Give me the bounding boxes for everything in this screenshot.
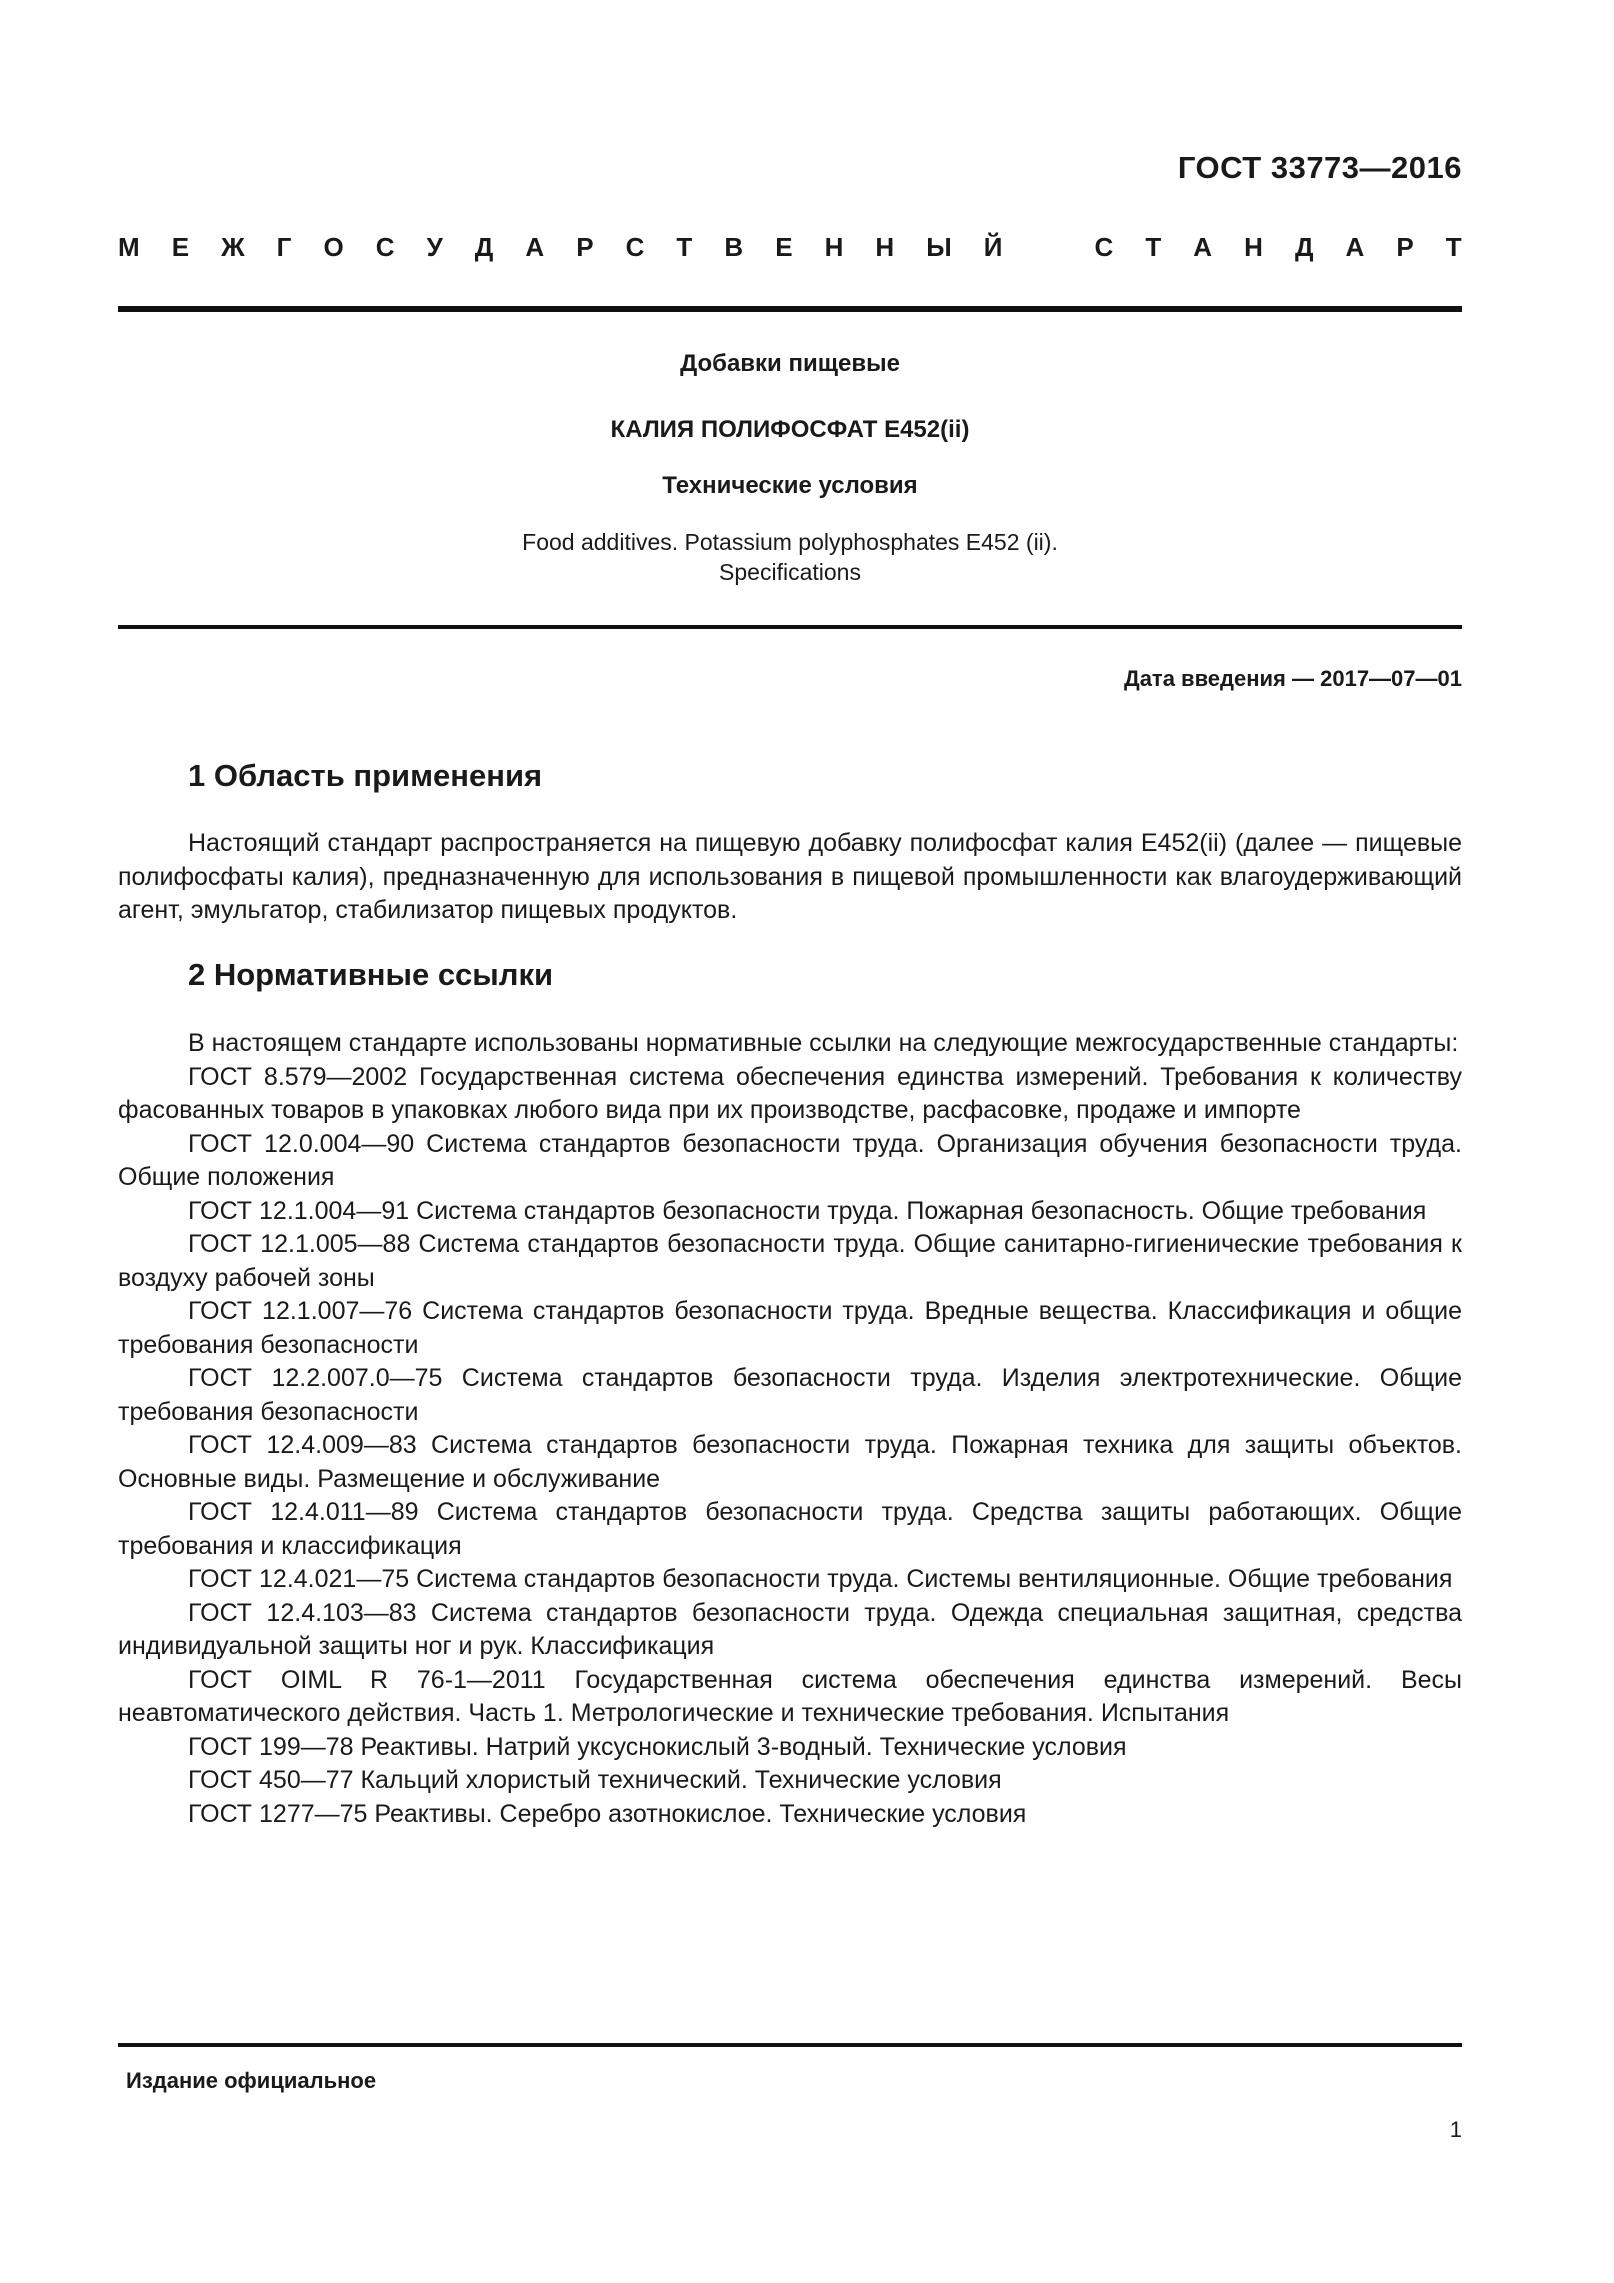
- section-heading: 1 Область применения: [188, 758, 543, 793]
- product-title: КАЛИЯ ПОЛИФОСФАТ Е452(ii): [610, 416, 970, 443]
- standard-type-letter: Ы: [926, 232, 952, 262]
- reference-item: ГОСТ 12.4.011—89 Система стандартов безопасности труда. Средства защиты работающих. Общие требования и классификация: [118, 1498, 1462, 1560]
- english-title: [118, 527, 1462, 587]
- standard-type-letter: Р: [1396, 232, 1414, 262]
- reference-item: ГОСТ OIML R 76-1—2011 Государственная система обеспечения единства измерений. Весы неавтоматического действия. Часть 1. Метрологические и технические требования. Испытания: [118, 1665, 1462, 1727]
- reference-item: ГОСТ 450—77 Кальций хлористый технический. Технические условия: [188, 1766, 1002, 1794]
- standard-type-letter: А: [525, 232, 545, 262]
- standard-type-letter: В: [724, 232, 744, 262]
- title-divider: [118, 625, 1462, 629]
- english-title-line: Specifications: [719, 559, 861, 585]
- standard-type-letter: Й: [983, 232, 1003, 262]
- section-heading: 2 Нормативные ссылки: [188, 957, 554, 992]
- standard-type-letter: Ж: [221, 232, 245, 262]
- header-divider: [118, 306, 1462, 312]
- standard-type-letter: У: [426, 232, 443, 262]
- reference-item: ГОСТ 12.0.004—90 Система стандартов безопасности труда. Организация обучения безопасности труда. Общие положения: [118, 1129, 1462, 1191]
- page-number: 1: [1449, 2117, 1462, 2142]
- standard-type-letter: А: [1345, 232, 1365, 262]
- standard-type-letter: Д: [1294, 232, 1314, 262]
- standard-type-letter: Г: [276, 232, 292, 262]
- standard-type-letter: Н: [875, 232, 895, 262]
- standard-type-letter: Н: [1244, 232, 1263, 262]
- document-number: ГОСТ 33773—2016: [1177, 150, 1462, 185]
- standard-type-letter: Т: [676, 232, 693, 262]
- standard-type-letter: С: [1094, 232, 1114, 262]
- standard-type-letter: Е: [171, 232, 190, 262]
- reference-item: ГОСТ 12.1.007—76 Система стандартов безопасности труда. Вредные вещества. Классификация и общие требования безопасности: [118, 1297, 1462, 1359]
- section-body: [118, 827, 1462, 928]
- reference-item: ГОСТ 12.4.103—83 Система стандартов безопасности труда. Одежда специальная защитная, средства индивидуальной защиты ног и рук. Классификация: [118, 1598, 1462, 1660]
- standard-type-letter: Т: [1445, 232, 1462, 262]
- standard-type-letter: Т: [1145, 232, 1162, 262]
- footer-divider: [118, 2043, 1462, 2047]
- reference-item: ГОСТ 1277—75 Реактивы. Серебро азотнокислое. Технические условия: [188, 1799, 1027, 1828]
- document-page: [118, 0, 1462, 2283]
- product-category: Добавки пищевые: [680, 350, 900, 377]
- standard-type-letter: О: [323, 232, 344, 262]
- reference-item: ГОСТ 12.4.021—75 Система стандартов безопасности труда. Системы вентиляционные. Общие требования: [188, 1565, 1453, 1593]
- reference-item: ГОСТ 199—78 Реактивы. Натрий уксуснокислый 3-водный. Технические условия: [188, 1732, 1127, 1761]
- standard-type-letter: М: [118, 232, 140, 262]
- edition-label: Издание официальное: [126, 2068, 377, 2093]
- reference-item: ГОСТ 8.579—2002 Государственная система обеспечения единства измерений. Требования к количеству фасованных товаров в упаковках любого вида при их производстве, расфасовке, продаже и импорте: [118, 1062, 1462, 1124]
- word-gap: [1034, 232, 1062, 263]
- english-title-line: Food additives. Potassium polyphosphates E452 (ii).: [522, 529, 1058, 555]
- standard-type-letter: Р: [576, 232, 594, 262]
- document-kind: Технические условия: [662, 472, 918, 499]
- standard-type-letter: А: [1193, 232, 1213, 262]
- standard-type-line: [118, 232, 1462, 263]
- reference-item: ГОСТ 12.2.007.0—75 Система стандартов безопасности труда. Изделия электротехнические. Общие требования безопасности: [118, 1364, 1462, 1426]
- standard-type-letter: С: [375, 232, 395, 262]
- standard-type-letter: С: [625, 232, 645, 262]
- reference-item: ГОСТ 12.1.005—88 Система стандартов безопасности труда. Общие санитарно-гигиенические требования к воздуху рабочей зоны: [118, 1230, 1462, 1292]
- standard-type-letter: Н: [824, 232, 844, 262]
- introduction-date: Дата введения — 2017—07—01: [1124, 666, 1462, 691]
- standard-type-letter: Д: [474, 232, 494, 262]
- paragraph: Настоящий стандарт распространяется на пищевую добавку полифосфат калия Е452(ii) (далее — пищевые полифосфаты калия), предназначенную для использования в пищевой промышленности как влагоудерживающий агент, эмульгатор, стабилизатор пищевых продуктов.: [118, 829, 1462, 924]
- section-body: [118, 1027, 1462, 1831]
- reference-item: ГОСТ 12.1.004—91 Система стандартов безопасности труда. Пожарная безопасность. Общие требования: [188, 1196, 1427, 1225]
- standard-type-letter: Е: [775, 232, 793, 262]
- paragraph: В настоящем стандарте использованы нормативные ссылки на следующие межгосударственные стандарты:: [188, 1029, 1459, 1057]
- reference-item: ГОСТ 12.4.009—83 Система стандартов безопасности труда. Пожарная техника для защиты объектов. Основные виды. Размещение и обслуживание: [118, 1431, 1462, 1493]
